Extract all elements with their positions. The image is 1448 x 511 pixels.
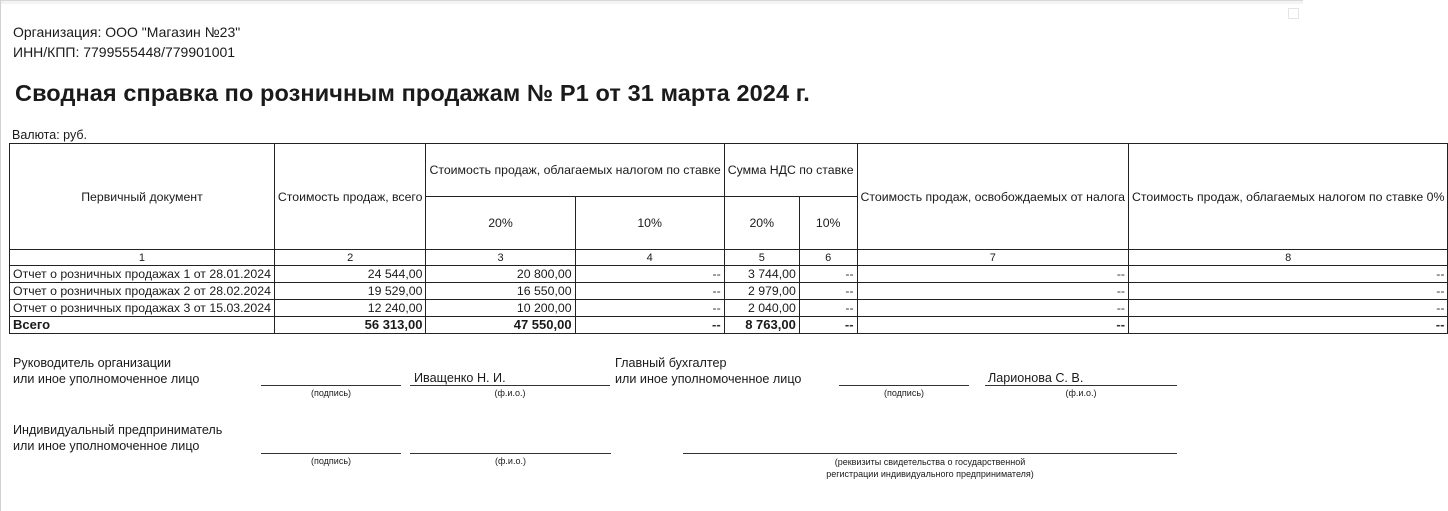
totals-row	[10, 317, 1448, 334]
certificate-caption	[683, 456, 1177, 480]
header-primary-document: Первичный документ	[10, 144, 275, 250]
head-signature-caption: (подпись)	[310, 388, 352, 398]
doc-cell: Отчет о розничных продажах 2 от 28.02.2024	[10, 283, 275, 300]
entrepreneur-signature-caption: (подпись)	[310, 456, 352, 466]
entrepreneur-label-line1: Индивидуальный предприниматель	[13, 423, 223, 437]
column-number: 4	[575, 250, 724, 266]
head-label-line2: или иное уполномоченное лицо	[13, 372, 200, 386]
header-taxable-20: 20%	[426, 197, 575, 250]
totals-taxable-20: 47 550,00	[426, 317, 575, 334]
head-fio-line	[410, 385, 610, 386]
entrepreneur-fio-caption: (ф.и.о.)	[495, 456, 526, 466]
column-number: 3	[426, 250, 575, 266]
head-signature-label	[13, 355, 199, 387]
column-number-row	[10, 250, 1448, 266]
organization-name: Организация: ООО "Магазин №23"	[13, 24, 241, 40]
totals-vat-20: 8 763,00	[724, 317, 799, 334]
doc-cell: Отчет о розничных продажах 1 от 28.01.2024	[10, 266, 275, 283]
chief-label-line1: Главный бухгалтер	[615, 356, 727, 370]
vat-20-cell: 3 744,00	[724, 266, 799, 283]
head-name: Иващенко Н. И.	[414, 371, 506, 385]
chief-fio-caption: (ф.и.о.)	[1065, 388, 1097, 398]
column-number: 5	[724, 250, 799, 266]
organization-info	[13, 22, 240, 62]
taxable-20-cell: 20 800,00	[426, 266, 575, 283]
column-number: 2	[274, 250, 426, 266]
inn-kpp: ИНН/КПП: 7799555448/779901001	[13, 44, 236, 60]
header-taxable-cost: Стоимость продаж, облагаемых налогом по ставке	[426, 144, 724, 197]
page-frame-top	[0, 0, 1303, 4]
total-cell: 12 240,00	[274, 300, 426, 317]
page-frame-left	[0, 0, 1, 511]
column-number: 8	[1129, 250, 1448, 266]
table-row	[10, 266, 1448, 283]
vat-10-cell: --	[799, 283, 857, 300]
total-cell: 19 529,00	[274, 283, 426, 300]
chief-label-line2: или иное уполномоченное лицо	[615, 372, 802, 386]
taxable-20-cell: 16 550,00	[426, 283, 575, 300]
sales-summary-table	[9, 143, 1448, 334]
zero-rate-cell: --	[1129, 266, 1448, 283]
totals-taxable-10: --	[575, 317, 724, 334]
chief-signature-line	[839, 385, 969, 386]
table-row	[10, 283, 1448, 300]
exempt-cell: --	[857, 266, 1128, 283]
vat-20-cell: 2 979,00	[724, 283, 799, 300]
chief-fio-line	[985, 385, 1177, 386]
vat-10-cell: --	[799, 300, 857, 317]
header-vat-10: 10%	[799, 197, 857, 250]
totals-exempt: --	[857, 317, 1128, 334]
header-zero-rate-cost: Стоимость продаж, облагаемых налогом по ставке 0%	[1129, 144, 1448, 250]
totals-label: Всего	[10, 317, 275, 334]
exempt-cell: --	[857, 300, 1128, 317]
chief-name: Ларионова С. В.	[988, 371, 1084, 385]
certificate-caption-line1: (реквизиты свидетельства о государственной	[834, 457, 1026, 467]
exempt-cell: --	[857, 283, 1128, 300]
vat-10-cell: --	[799, 266, 857, 283]
taxable-10-cell: --	[575, 266, 724, 283]
head-signature-line	[261, 385, 401, 386]
column-number: 7	[857, 250, 1128, 266]
doc-cell: Отчет о розничных продажах 3 от 15.03.2024	[10, 300, 275, 317]
corner-marker	[1288, 8, 1299, 19]
totals-zero-rate: --	[1129, 317, 1448, 334]
vat-20-cell: 2 040,00	[724, 300, 799, 317]
column-number: 1	[10, 250, 275, 266]
entrepreneur-fio-line	[410, 453, 611, 454]
total-cell: 24 544,00	[274, 266, 426, 283]
zero-rate-cell: --	[1129, 300, 1448, 317]
totals-total: 56 313,00	[274, 317, 426, 334]
entrepreneur-signature-line	[261, 453, 401, 454]
head-fio-caption: (ф.и.о.)	[494, 388, 526, 398]
column-number: 6	[799, 250, 857, 266]
totals-vat-10: --	[799, 317, 857, 334]
entrepreneur-label-line2: или иное уполномоченное лицо	[13, 439, 200, 453]
taxable-20-cell: 10 200,00	[426, 300, 575, 317]
header-exempt-cost: Стоимость продаж, освобождаемых от налога	[857, 144, 1128, 250]
certificate-caption-line2: регистрации индивидуального предпринимателя)	[826, 469, 1034, 479]
header-vat-amount: Сумма НДС по ставке	[724, 144, 857, 197]
chief-accountant-label	[615, 355, 801, 387]
header-vat-20: 20%	[724, 197, 799, 250]
taxable-10-cell: --	[575, 283, 724, 300]
entrepreneur-label	[13, 422, 222, 454]
page-title: Сводная справка по розничным продажам № Р1 от 31 марта 2024 г.	[15, 80, 810, 106]
zero-rate-cell: --	[1129, 283, 1448, 300]
table-row	[10, 300, 1448, 317]
header-taxable-10: 10%	[575, 197, 724, 250]
header-total-cost: Стоимость продаж, всего	[274, 144, 426, 250]
head-label-line1: Руководитель организации	[13, 356, 172, 370]
taxable-10-cell: --	[575, 300, 724, 317]
chief-signature-caption: (подпись)	[883, 388, 925, 398]
certificate-line	[683, 453, 1177, 454]
currency-label: Валюта: руб.	[12, 128, 87, 142]
